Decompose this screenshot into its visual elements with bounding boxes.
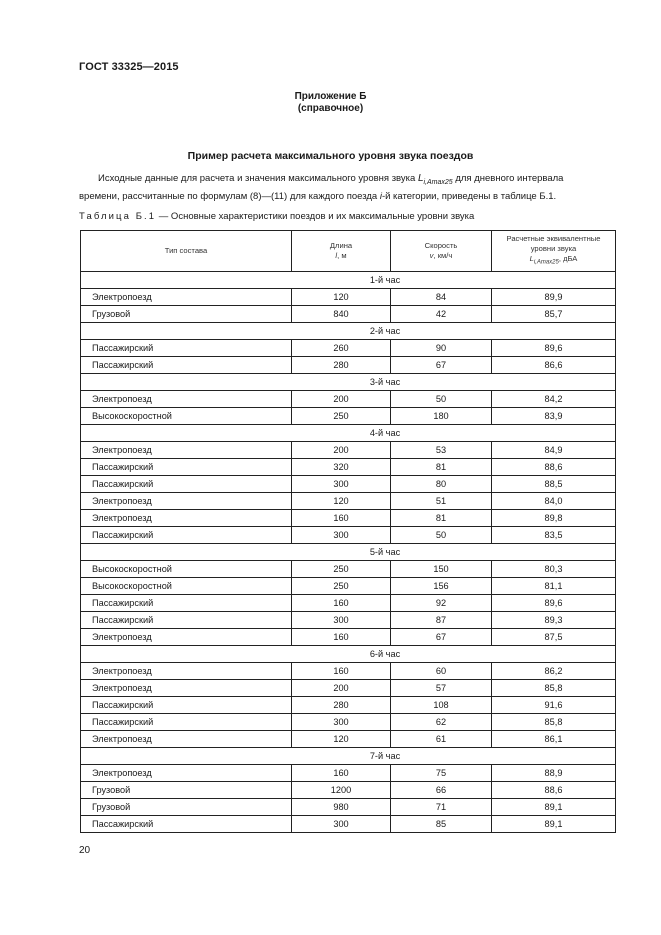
cell-speed: 150 — [391, 561, 492, 578]
cell-sound-level: 85,8 — [492, 680, 616, 697]
cell-speed: 67 — [391, 357, 492, 374]
hour-label: 3-й час — [81, 374, 616, 391]
hour-label: 2-й час — [81, 323, 616, 340]
table-row — [81, 340, 616, 357]
table-row — [81, 306, 616, 323]
cell-train-type: Электропоезд — [81, 510, 292, 527]
cell-sound-level: 84,9 — [492, 442, 616, 459]
train-characteristics-table — [80, 230, 616, 833]
cell-train-type: Электропоезд — [81, 442, 292, 459]
hour-group-row — [81, 374, 616, 391]
cell-train-type: Пассажирский — [81, 476, 292, 493]
cell-speed: 85 — [391, 816, 492, 833]
cell-train-type: Электропоезд — [81, 680, 292, 697]
sound-level-symbol — [418, 173, 453, 184]
table-row — [81, 765, 616, 782]
table-body — [81, 272, 616, 833]
cell-train-type: Пассажирский — [81, 459, 292, 476]
cell-length: 320 — [292, 459, 391, 476]
speed-unit: , км/ч — [433, 251, 453, 260]
cell-speed: 66 — [391, 782, 492, 799]
cell-length: 980 — [292, 799, 391, 816]
cell-speed: 108 — [391, 697, 492, 714]
cell-sound-level: 86,2 — [492, 663, 616, 680]
cell-speed: 156 — [391, 578, 492, 595]
cell-length: 280 — [292, 357, 391, 374]
header-type — [81, 231, 292, 272]
header-speed — [391, 231, 492, 272]
cell-speed: 75 — [391, 765, 492, 782]
cell-train-type: Пассажирский — [81, 612, 292, 629]
cell-speed: 87 — [391, 612, 492, 629]
cell-length: 250 — [292, 561, 391, 578]
cell-sound-level: 88,6 — [492, 459, 616, 476]
cell-length: 280 — [292, 697, 391, 714]
cell-speed: 84 — [391, 289, 492, 306]
cell-train-type: Электропоезд — [81, 731, 292, 748]
cell-length: 1200 — [292, 782, 391, 799]
cell-train-type: Пассажирский — [81, 340, 292, 357]
header-level-label-1: Расчетные эквивалентные — [506, 234, 601, 244]
length-symbol: l — [335, 251, 338, 260]
cell-length: 200 — [292, 680, 391, 697]
standard-code: ГОСТ 33325—2015 — [79, 61, 179, 73]
annex-subtitle: (справочное) — [297, 103, 364, 114]
cell-speed: 180 — [391, 408, 492, 425]
table-caption-text: — Основные характеристики поездов и их максимальные уровни звука — [158, 211, 475, 222]
table-row — [81, 697, 616, 714]
cell-sound-level: 81,1 — [492, 578, 616, 595]
cell-speed: 57 — [391, 680, 492, 697]
table-row — [81, 629, 616, 646]
cell-length: 300 — [292, 714, 391, 731]
cell-sound-level: 84,2 — [492, 391, 616, 408]
cell-sound-level: 88,5 — [492, 476, 616, 493]
speed-symbol: v — [429, 251, 434, 260]
cell-speed: 67 — [391, 629, 492, 646]
table-caption — [79, 211, 474, 222]
cell-length: 160 — [292, 663, 391, 680]
symbol-letter: L — [417, 173, 424, 184]
annex-title-block — [0, 91, 661, 115]
cell-sound-level: 89,6 — [492, 340, 616, 357]
cell-sound-level: 88,9 — [492, 765, 616, 782]
intro-text-part: времени, рассчитанные по формулам (8)—(11) для каждого поезда — [79, 191, 378, 202]
cell-sound-level: 91,6 — [492, 697, 616, 714]
cell-length: 260 — [292, 340, 391, 357]
cell-sound-level: 86,6 — [492, 357, 616, 374]
cell-speed: 81 — [391, 459, 492, 476]
cell-train-type: Пассажирский — [81, 816, 292, 833]
cell-length: 160 — [292, 595, 391, 612]
symbol-subscript: i,Amax25 — [423, 179, 453, 186]
cell-speed: 60 — [391, 663, 492, 680]
hour-label: 5-й час — [81, 544, 616, 561]
cell-length: 300 — [292, 612, 391, 629]
cell-sound-level: 89,9 — [492, 289, 616, 306]
cell-train-type: Электропоезд — [81, 391, 292, 408]
cell-train-type: Пассажирский — [81, 697, 292, 714]
table-row — [81, 459, 616, 476]
cell-train-type: Высокоскоростной — [81, 408, 292, 425]
cell-length: 160 — [292, 629, 391, 646]
hour-label: 4-й час — [81, 425, 616, 442]
cell-sound-level: 85,8 — [492, 714, 616, 731]
table-row — [81, 714, 616, 731]
cell-train-type: Грузовой — [81, 799, 292, 816]
cell-train-type: Электропоезд — [81, 629, 292, 646]
cell-train-type: Электропоезд — [81, 765, 292, 782]
cell-sound-level: 89,1 — [492, 799, 616, 816]
hour-group-row — [81, 646, 616, 663]
table-row — [81, 408, 616, 425]
cell-train-type: Электропоезд — [81, 663, 292, 680]
cell-speed: 61 — [391, 731, 492, 748]
cell-train-type: Высокоскоростной — [81, 578, 292, 595]
cell-train-type: Пассажирский — [81, 595, 292, 612]
table-row — [81, 289, 616, 306]
table-row — [81, 493, 616, 510]
table-row — [81, 731, 616, 748]
table-row — [81, 612, 616, 629]
hour-group-row — [81, 544, 616, 561]
cell-speed: 53 — [391, 442, 492, 459]
cell-speed: 90 — [391, 340, 492, 357]
header-level — [492, 231, 616, 272]
cell-sound-level: 83,9 — [492, 408, 616, 425]
cell-train-type: Электропоезд — [81, 289, 292, 306]
table-row — [81, 782, 616, 799]
cell-sound-level: 86,1 — [492, 731, 616, 748]
cell-sound-level: 89,3 — [492, 612, 616, 629]
table-row — [81, 510, 616, 527]
hour-label: 6-й час — [81, 646, 616, 663]
cell-length: 300 — [292, 476, 391, 493]
table-row — [81, 561, 616, 578]
cell-length: 160 — [292, 510, 391, 527]
header-speed-label: Скорость — [424, 241, 458, 250]
header-type-label: Тип состава — [164, 246, 208, 255]
table-row — [81, 816, 616, 833]
cell-speed: 71 — [391, 799, 492, 816]
hour-group-row — [81, 425, 616, 442]
length-unit: , м — [337, 251, 347, 260]
hour-group-row — [81, 323, 616, 340]
table-row — [81, 663, 616, 680]
cell-sound-level: 89,1 — [492, 816, 616, 833]
cell-train-type: Высокоскоростной — [81, 561, 292, 578]
cell-sound-level: 85,7 — [492, 306, 616, 323]
cell-length: 160 — [292, 765, 391, 782]
header-level-label-2: уровни звука — [530, 244, 577, 254]
intro-italic-i: i — [379, 191, 382, 202]
cell-speed: 62 — [391, 714, 492, 731]
annex-title: Приложение Б — [294, 91, 367, 102]
cell-sound-level: 89,6 — [492, 595, 616, 612]
cell-length: 250 — [292, 408, 391, 425]
cell-speed: 81 — [391, 510, 492, 527]
table-row — [81, 680, 616, 697]
cell-train-type: Пассажирский — [81, 527, 292, 544]
cell-sound-level: 83,5 — [492, 527, 616, 544]
cell-length: 840 — [292, 306, 391, 323]
intro-text-part: -й категории, приведены в таблице Б.1. — [381, 191, 557, 202]
cell-train-type: Пассажирский — [81, 714, 292, 731]
cell-train-type: Электропоезд — [81, 493, 292, 510]
hour-group-row — [81, 272, 616, 289]
intro-paragraph — [79, 172, 616, 204]
table-row — [81, 799, 616, 816]
cell-speed: 80 — [391, 476, 492, 493]
table-row — [81, 391, 616, 408]
cell-speed: 42 — [391, 306, 492, 323]
cell-length: 120 — [292, 289, 391, 306]
table-row — [81, 578, 616, 595]
level-symbol-subscript: i,Amax25 — [533, 259, 559, 266]
intro-text-part: Исходные данные для расчета и значения максимального уровня звука — [98, 173, 416, 184]
cell-length: 200 — [292, 391, 391, 408]
level-unit: , дБА — [558, 254, 578, 264]
cell-length: 250 — [292, 578, 391, 595]
cell-train-type: Грузовой — [81, 306, 292, 323]
cell-speed: 51 — [391, 493, 492, 510]
cell-sound-level: 84,0 — [492, 493, 616, 510]
hour-label: 7-й час — [81, 748, 616, 765]
cell-sound-level: 88,6 — [492, 782, 616, 799]
section-heading: Пример расчета максимального уровня звука поездов — [187, 150, 474, 162]
level-symbol: L — [529, 254, 534, 264]
table-row — [81, 527, 616, 544]
page-number: 20 — [79, 845, 91, 856]
table-caption-label: Таблица Б.1 — [79, 211, 157, 222]
cell-speed: 50 — [391, 527, 492, 544]
cell-speed: 92 — [391, 595, 492, 612]
cell-length: 120 — [292, 493, 391, 510]
cell-sound-level: 87,5 — [492, 629, 616, 646]
cell-sound-level: 89,8 — [492, 510, 616, 527]
intro-text-part: для дневного интервала — [455, 173, 564, 184]
cell-length: 300 — [292, 527, 391, 544]
header-length — [292, 231, 391, 272]
cell-length: 200 — [292, 442, 391, 459]
table-row — [81, 357, 616, 374]
table-row — [81, 595, 616, 612]
header-level-unit-line — [492, 254, 615, 268]
table-header-row — [81, 231, 616, 272]
header-length-label: Длина — [329, 241, 353, 250]
cell-speed: 50 — [391, 391, 492, 408]
cell-sound-level: 80,3 — [492, 561, 616, 578]
table-row — [81, 442, 616, 459]
cell-length: 120 — [292, 731, 391, 748]
hour-group-row — [81, 748, 616, 765]
cell-train-type: Грузовой — [81, 782, 292, 799]
hour-label: 1-й час — [81, 272, 616, 289]
cell-train-type: Пассажирский — [81, 357, 292, 374]
table-row — [81, 476, 616, 493]
header-speed-unit-line — [391, 251, 491, 261]
header-length-unit-line — [292, 251, 390, 261]
cell-length: 300 — [292, 816, 391, 833]
